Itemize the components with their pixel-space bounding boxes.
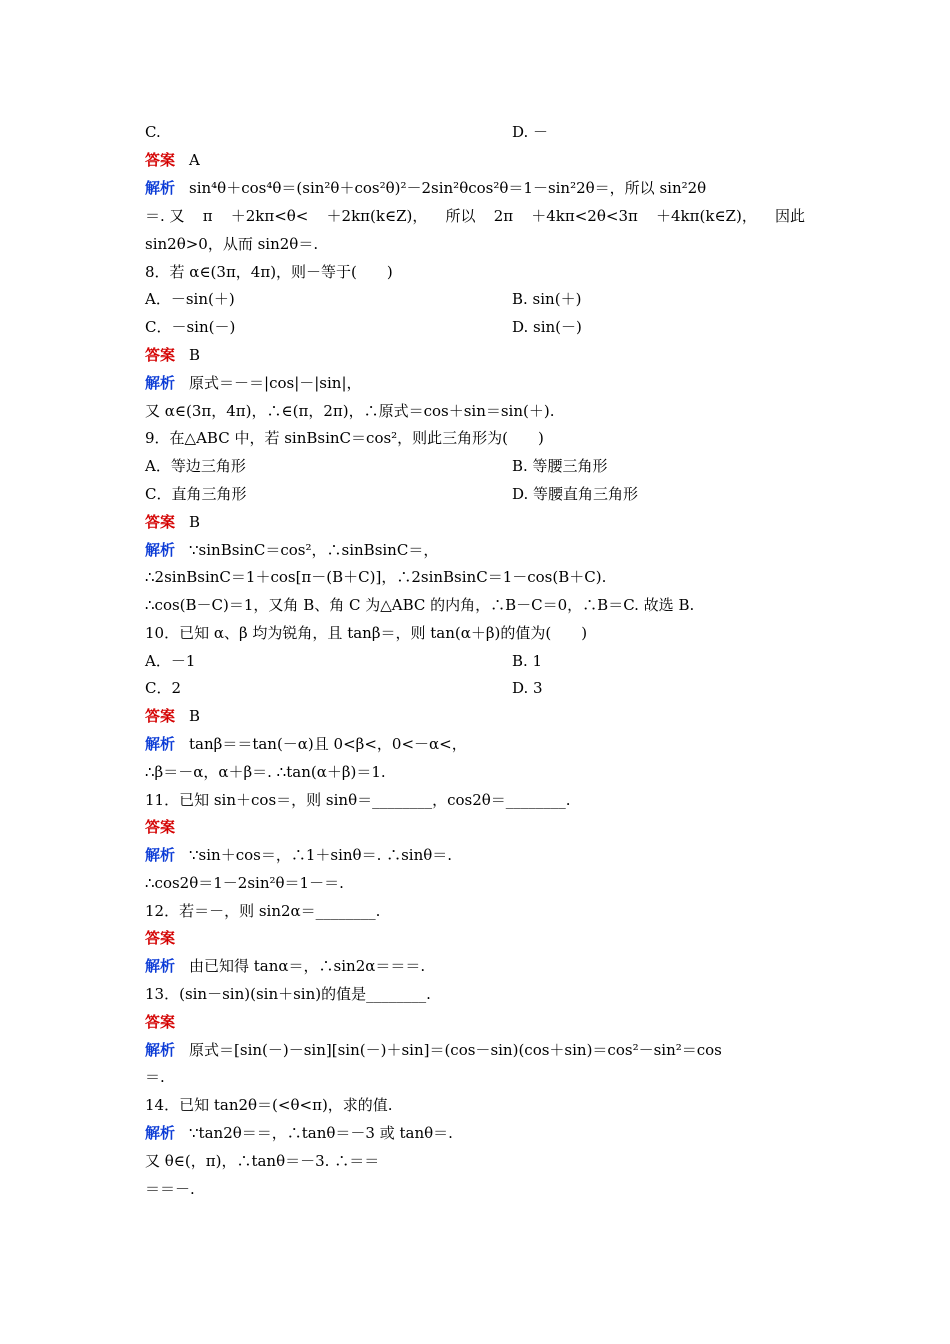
- answer-line: [145, 706, 200, 726]
- analysis-text: sin⁴θ＋cos⁴θ＝(sin²θ＋cos²θ)²－2sin²θcos²θ＝1－sin²2θ＝，所以 sin²2θ: [189, 179, 707, 197]
- analysis-continuation: ∴β＝－α，α＋β＝. ∴tan(α＋β)＝1.: [145, 763, 386, 781]
- option-d: D. 3: [512, 679, 543, 697]
- answer-value: A: [189, 151, 200, 169]
- option-c: C．直角三角形: [145, 485, 247, 503]
- question-10: 10．已知 α、β 均为锐角，且 tanβ＝，则 tan(α＋β)的值为( ): [145, 624, 588, 642]
- question-14: 14．已知 tan2θ＝(<θ<π)，求的值.: [145, 1096, 393, 1114]
- analysis-label: 解析: [145, 541, 176, 559]
- answer-line: [145, 512, 200, 532]
- option-d: D. sin(－): [512, 318, 582, 336]
- question-11: 11．已知 sin＋cos＝，则 sinθ＝________，cos2θ＝________.: [145, 791, 571, 809]
- analysis-text: 原式＝[sin(－)－sin][sin(－)＋sin]＝(cos－sin)(cos＋sin)＝cos²－sin²＝cos: [189, 1041, 722, 1059]
- analysis-label: 解析: [145, 1124, 176, 1142]
- text-segment: ＋4kπ<2θ<3π: [531, 207, 638, 225]
- answer-label: 答案: [145, 151, 176, 169]
- text-segment: 2π: [493, 207, 514, 225]
- analysis-line: [145, 178, 706, 198]
- option-a: A．－sin(＋): [145, 290, 235, 308]
- analysis-text: 原式＝－＝|cos|－|sin|，: [189, 374, 362, 392]
- analysis-continuation: ＝＝－.: [145, 1180, 195, 1198]
- analysis-text: ∵tan2θ＝＝，∴tanθ＝－3 或 tanθ＝.: [189, 1124, 453, 1142]
- analysis-line: [145, 734, 467, 754]
- analysis-continuation: 又 θ∈(，π)，∴tanθ＝－3. ∴＝＝: [145, 1152, 380, 1170]
- option-b: B. 1: [512, 652, 543, 670]
- analysis-line: [145, 373, 362, 393]
- answer-label: 答案: [145, 707, 176, 725]
- analysis-line: [145, 956, 425, 976]
- question-12: 12．若＝－，则 sin2α＝________.: [145, 902, 381, 920]
- answer-label: 答案: [145, 929, 176, 947]
- option-d: D. 等腰直角三角形: [512, 485, 639, 503]
- question-8: 8．若 α∈(3π，4π)，则－等于( ): [145, 263, 393, 281]
- analysis-label: 解析: [145, 179, 176, 197]
- answer-label: 答案: [145, 1013, 176, 1031]
- text-segment: π: [202, 207, 213, 225]
- option-a: A．等边三角形: [145, 457, 246, 475]
- text-segment: ＋4kπ(k∈Z)，: [656, 207, 757, 225]
- text-segment: ＋2kπ<θ<: [230, 207, 309, 225]
- analysis-line: [145, 540, 438, 560]
- question-9: 9．在△ABC 中，若 sinBsinC＝cos²，则此三角形为( ): [145, 429, 544, 447]
- option-c: C．2: [145, 679, 182, 697]
- option-d: D. －: [512, 123, 549, 141]
- analysis-text: tanβ＝＝tan(－α)且 0<β<，0<－α<，: [189, 735, 467, 753]
- answer-line: [145, 928, 175, 948]
- text-segment: ＝. 又: [145, 207, 185, 225]
- analysis-continuation: sin2θ>0，从而 sin2θ＝.: [145, 235, 319, 253]
- analysis-continuation: ∴cos2θ＝1－2sin²θ＝1－＝.: [145, 874, 344, 892]
- analysis-continuation: ∴2sinBsinC＝1＋cos[π－(B＋C)]，∴2sinBsinC＝1－cos(B＋C).: [145, 568, 607, 586]
- analysis-label: 解析: [145, 1041, 176, 1059]
- answer-value: B: [189, 513, 201, 531]
- answer-label: 答案: [145, 513, 176, 531]
- analysis-continuation: 又 α∈(3π，4π)，∴∈(π，2π)，∴原式＝cos＋sin＝sin(＋).: [145, 402, 555, 420]
- option-c: C．－sin(－): [145, 318, 236, 336]
- analysis-label: 解析: [145, 957, 176, 975]
- analysis-continuation: ＝.: [145, 1068, 165, 1086]
- analysis-continuation: ∴cos(B－C)＝1，又角 B、角 C 为△ABC 的内角，∴B－C＝0，∴B＝C. 故选 B.: [145, 596, 695, 614]
- text-segment: ＋2kπ(k∈Z)，: [326, 207, 428, 225]
- option-c: C.: [145, 123, 161, 141]
- answer-line: [145, 817, 175, 837]
- analysis-line: [145, 1040, 722, 1060]
- answer-value: B: [189, 346, 201, 364]
- option-b: B. 等腰三角形: [512, 457, 608, 475]
- question-13: 13．(sin－sin)(sin＋sin)的值是________.: [145, 985, 431, 1003]
- text-segment: 所以: [445, 207, 476, 225]
- analysis-text: ∵sin＋cos＝，∴1＋sinθ＝. ∴sinθ＝.: [189, 846, 453, 864]
- answer-line: [145, 150, 200, 170]
- analysis-label: 解析: [145, 846, 176, 864]
- analysis-line: [145, 1123, 453, 1143]
- analysis-text: ∵sinBsinC＝cos²，∴sinBsinC＝，: [189, 541, 439, 559]
- option-a: A．－1: [145, 652, 196, 670]
- answer-value: B: [189, 707, 201, 725]
- answer-label: 答案: [145, 346, 176, 364]
- analysis-text: 由已知得 tanα＝，∴sin2α＝＝＝.: [189, 957, 426, 975]
- answer-line: [145, 345, 200, 365]
- answer-line: [145, 1012, 175, 1032]
- analysis-line: [145, 845, 452, 865]
- option-b: B. sin(＋): [512, 290, 582, 308]
- analysis-label: 解析: [145, 374, 176, 392]
- text-segment: 因此: [774, 207, 805, 225]
- analysis-continuation: [145, 206, 805, 226]
- answer-label: 答案: [145, 818, 176, 836]
- analysis-label: 解析: [145, 735, 176, 753]
